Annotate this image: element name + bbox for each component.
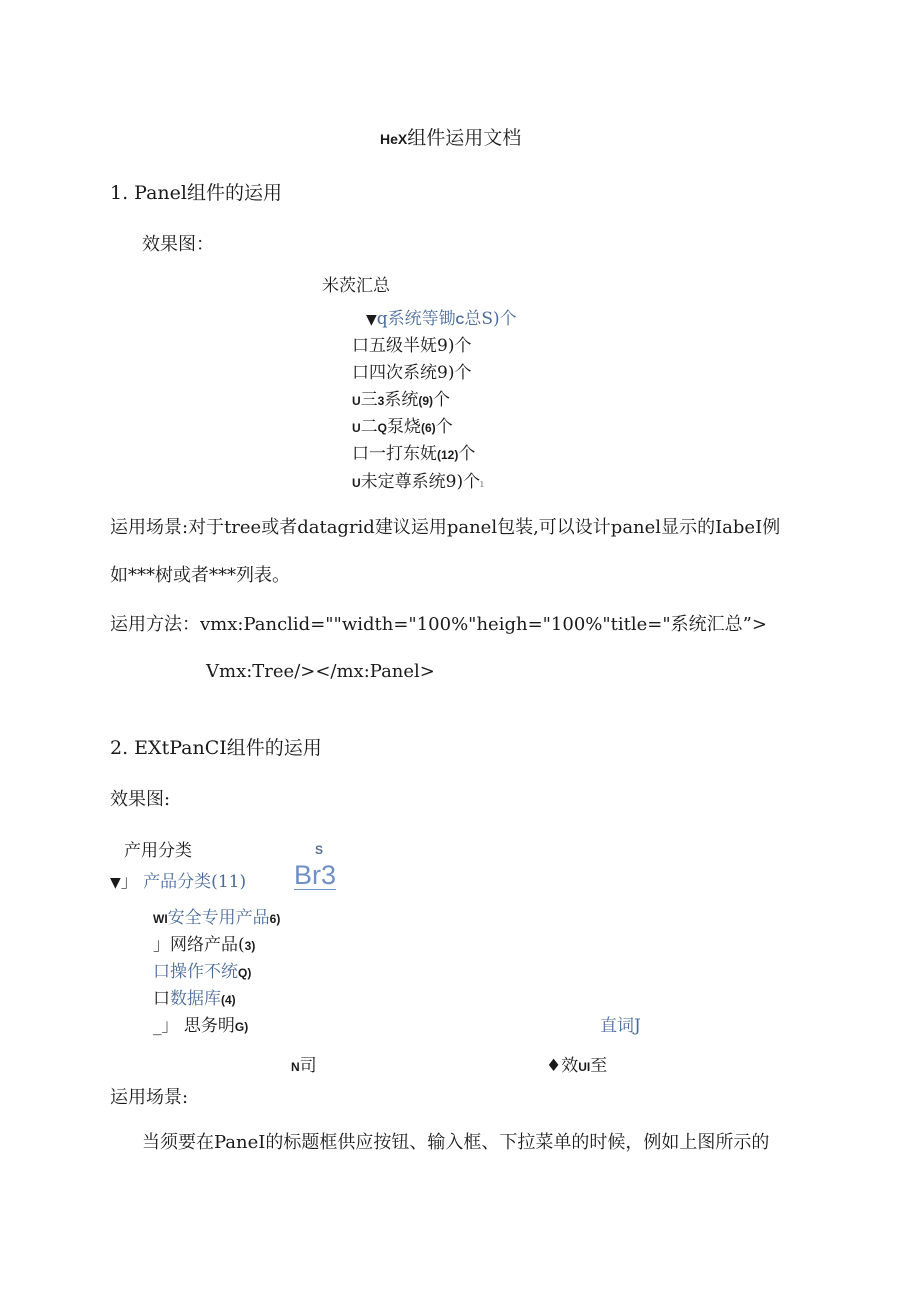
item-icon: 口 bbox=[153, 962, 170, 982]
item-icon: _」 bbox=[153, 1016, 179, 1036]
expand-arrow-icon[interactable]: ▼ bbox=[366, 312, 377, 328]
section-2-usage-scene-text: 当须要在PaneI的标题框供应按钮、输入框、下拉菜单的时候，例如上图所示的 bbox=[142, 1132, 770, 1153]
tree-item[interactable]: 口一打东妩(12)个 bbox=[352, 444, 476, 464]
section-1-heading: 1. Panel组件的运用 bbox=[110, 182, 282, 204]
document-title-text: 组件运用文档 bbox=[407, 127, 522, 149]
tree-item[interactable]: WI安全专用产品6) bbox=[153, 908, 281, 928]
section-2-effect-label: 效果图: bbox=[110, 789, 171, 810]
tree-item[interactable]: U未定尊系统9)个ı bbox=[352, 472, 484, 492]
tree-root-label: 米茨汇总 bbox=[322, 276, 390, 296]
tree-node-system[interactable]: ▼q系统等锄C总S)个 bbox=[366, 309, 517, 329]
section-2-heading: 2. EXtPanCI组件的运用 bbox=[110, 737, 322, 759]
folder-icon: 」 bbox=[120, 872, 138, 892]
usage-code: Vmx:Tree∕></mx:Panel> bbox=[206, 661, 435, 682]
tree-item[interactable]: U二Q泵烧(6)个 bbox=[352, 417, 453, 437]
tree-item[interactable]: 口四次系统9)个 bbox=[352, 363, 472, 383]
item-icon: 」 bbox=[153, 935, 170, 955]
checkbox-icon[interactable]: U bbox=[352, 394, 361, 408]
tree-item[interactable]: 口数据库(4) bbox=[153, 989, 236, 1009]
tree-node-product-category[interactable]: ▼」 产品分类(11) bbox=[110, 872, 247, 892]
tree-item[interactable]: 口五级半妩9)个 bbox=[352, 336, 472, 356]
item-icon: WI bbox=[153, 912, 168, 926]
panel-header-button[interactable]: Br3 bbox=[294, 860, 337, 890]
panel-right-label: 直词J bbox=[600, 1016, 641, 1036]
tree-item[interactable]: 」网络产品(3) bbox=[153, 935, 256, 955]
document-title bbox=[380, 123, 521, 150]
tree-item[interactable]: U三3系统(9)个 bbox=[352, 390, 451, 410]
checkbox-icon[interactable]: 口 bbox=[352, 444, 369, 464]
section-1-effect-label: 效果图： bbox=[142, 234, 214, 255]
panel-footer-right[interactable]: ♦效UI至 bbox=[546, 1056, 608, 1076]
panel-title: 产用分类 bbox=[124, 841, 192, 861]
document-title-prefix: HeX bbox=[380, 131, 408, 147]
item-icon: 口 bbox=[153, 989, 170, 1009]
tree-item[interactable]: 口操作不统Q) bbox=[153, 962, 252, 982]
checkbox-icon[interactable]: 口 bbox=[352, 363, 369, 383]
expand-arrow-icon[interactable]: ▼ bbox=[110, 875, 121, 891]
checkbox-icon[interactable]: U bbox=[352, 421, 361, 435]
usage-scene-line-1: 运用场景:对于tree或者datagrid建议运用panel包装,可以设计panel显示的IabeI例 bbox=[110, 517, 781, 538]
panel-s-mark: S bbox=[315, 843, 324, 857]
checkbox-icon[interactable]: U bbox=[352, 476, 361, 490]
usage-method: 运用方法：vmx:Panclid=""width="100%"heigh="100%"title="系统汇总”> bbox=[110, 614, 767, 635]
usage-scene-line-2: 如***树或者***列表。 bbox=[110, 565, 290, 586]
tree-item[interactable]: _」 思务明G) bbox=[153, 1016, 249, 1036]
panel-footer-left[interactable]: N司 bbox=[291, 1056, 317, 1076]
checkbox-icon[interactable]: 口 bbox=[352, 336, 369, 356]
section-2-usage-scene-label: 运用场景: bbox=[110, 1087, 189, 1108]
